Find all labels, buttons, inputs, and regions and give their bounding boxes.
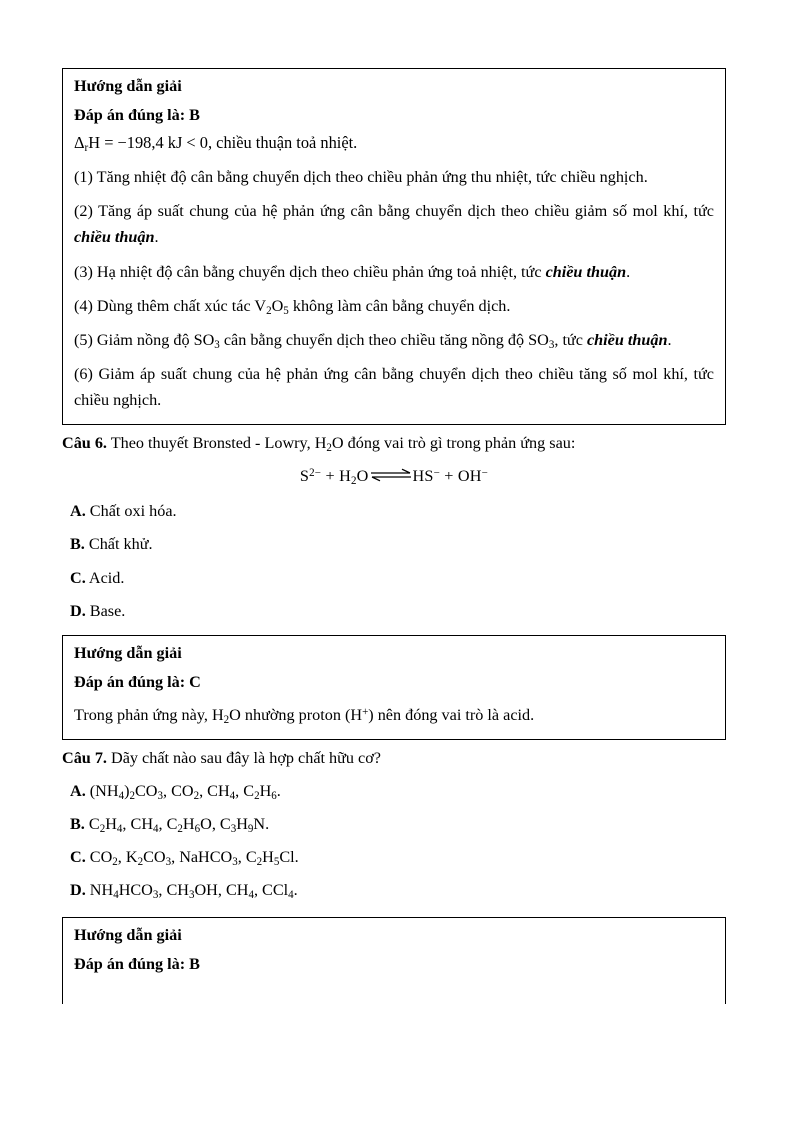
point-2-prefix: (2) Tăng áp suất chung của hệ phản ứng cân bằng chuyển dịch theo chiều giảm số mol khí, tức [74,202,714,221]
question-7-option-d[interactable] [70,881,726,902]
q7-option-a-formula: $(NH_4)_2CO_3$, $CO_2$, $CH_4$, $C_2H_6$. [89,781,281,802]
equilibrium-point-6 [74,361,714,413]
q7-option-d-formula: $NH_4HCO_3$, $CH_3OH$, $CH_4$, CCl$_4$. [89,881,298,902]
option-d-text: Base. [89,601,126,620]
option-a-text: Chất oxi hóa. [89,502,177,521]
point-5-mid2: , tức [554,330,587,349]
explanation-prefix: Trong phản ứng này, H [74,706,224,725]
q7-option-a-letter: A. [70,781,86,800]
equilibrium-point-5 [74,327,714,353]
solution-box-2 [62,635,726,740]
question-6-number: Câu 6. [62,433,107,452]
point-5-prefix: (5) Giảm nồng độ SO [74,330,215,349]
question-6-stem-rest: O đóng vai trò gì trong phản ứng sau: [331,433,576,452]
correct-answer-label-3: Đáp án đúng là: B [74,954,200,973]
question-7-option-b[interactable] [70,814,726,835]
q7-option-b-letter: B. [70,814,85,833]
explanation-mid: O nhường proton (H [229,706,363,725]
enthalpy-tail: , chiều thuận toả nhiệt. [207,133,358,153]
explanation-suffix: ) nên đóng vai trò là acid. [368,706,535,725]
equation-right-species-2: OH− [457,466,489,485]
option-b-text: Chất khử. [88,535,153,554]
equilibrium-arrow-icon [370,467,412,486]
v2o5-oxygen: O [271,296,284,315]
question-7-option-a[interactable] [70,781,726,802]
page-content-column [62,68,726,1004]
point-3-prefix: (3) Hạ nhiệt độ cân bằng chuyển dịch theo chiều phản ứng toả nhiệt, tức [74,262,546,281]
enthalpy-value: H = −198,4 kJ < 0 [88,133,208,153]
question-6-block [62,435,726,619]
equation-left-species-2: $H_2O$ [339,466,369,487]
proton-charge: + [362,706,369,719]
point-5-suffix: . [667,330,672,349]
question-6-stem [62,433,726,454]
q7-option-c-formula: $CO_2$, $K_2CO_3$, NaHCO$_3$, $C_2H_5Cl$. [89,848,299,869]
hs-charge: − [433,466,441,479]
q7-option-c-letter: C. [70,848,86,867]
solution-heading-2: Hướng dẫn giải [74,643,182,662]
q7-option-b-formula: $C_2H_4$, $CH_4$, $C_2H_6O$, $C_3H_9N$. [88,814,270,835]
point-3-emphasis: chiều thuận [545,262,627,281]
v2o5-sub-5: 5 [283,304,289,317]
correct-answer-label-1: Đáp án đúng là: B [74,106,200,125]
equilibrium-point-2 [74,198,714,250]
question-6-option-c[interactable] [70,570,726,586]
so3-sub-b: 3 [548,338,555,351]
option-b-letter: B. [70,535,85,554]
question-7-option-c[interactable] [70,848,726,869]
solution-heading-3: Hướng dẫn giải [74,925,182,944]
question-6-option-b[interactable] [70,536,726,552]
equation-plus-1: + [325,466,335,485]
point-6-text: (6) Giảm áp suất chung của hệ phản ứng cân bằng chuyển dịch theo chiều tăng số mol khí, tức chiều nghịch. [74,365,714,410]
equation-plus-2: + [444,466,454,485]
enthalpy-formula-line [74,133,714,155]
option-c-letter: C. [70,568,86,587]
point-4-suffix: không làm cân bằng chuyển dịch. [288,296,511,315]
equilibrium-point-3 [74,259,714,285]
equilibrium-point-4 [74,293,714,319]
question-7-block [62,748,726,902]
explanation-h2o-sub: 2 [223,714,230,727]
solution-box-1 [62,68,726,425]
option-d-letter: D. [70,601,86,620]
oh-charge: − [481,466,489,479]
option-c-text: Acid. [88,568,125,587]
point-1-text: (1) Tăng nhiệt độ cân bằng chuyển dịch theo chiều phản ứng thu nhiệt, tức chiều nghịch. [74,167,648,186]
question-6-equation [62,467,726,486]
delta-symbol: Δ [74,133,85,153]
equilibrium-point-1 [74,164,714,190]
sulfide-charge: 2− [309,466,322,479]
v2o5-sub-2: 2 [266,304,272,317]
question-7-stem-text: Dãy chất nào sau đây là hợp chất hữu cơ? [111,748,381,767]
point-2-emphasis: chiều thuận [74,228,155,247]
question-6-stem-text: Theo thuyết Bronsted - Lowry, H [110,433,327,452]
delta-subscript-r: r [84,142,89,155]
q7-option-d-letter: D. [70,881,86,900]
question-6-option-a[interactable] [70,503,726,519]
option-a-letter: A. [70,502,86,521]
point-4-prefix: (4) Dùng thêm chất xúc tác V [74,296,267,315]
point-2-suffix: . [154,228,159,247]
h2o-subscript: 2 [326,441,332,454]
solution-2-explanation [74,702,714,728]
equation-right-species-1: HS− [412,466,441,485]
point-5-emphasis: chiều thuận [586,330,668,349]
point-5-mid: cân bằng chuyển dịch theo chiều tăng nồng độ SO [219,330,549,349]
equation-left-species-1: $S^{2-}$ [299,466,322,485]
question-7-stem [62,750,726,766]
so3-sub-a: 3 [214,338,220,351]
solution-heading-1: Hướng dẫn giải [74,77,182,95]
point-3-suffix: . [626,262,631,281]
correct-answer-label-2: Đáp án đúng là: C [74,673,201,692]
question-6-option-d[interactable] [70,603,726,619]
question-7-number: Câu 7. [62,748,107,767]
solution-box-3 [62,917,726,1004]
